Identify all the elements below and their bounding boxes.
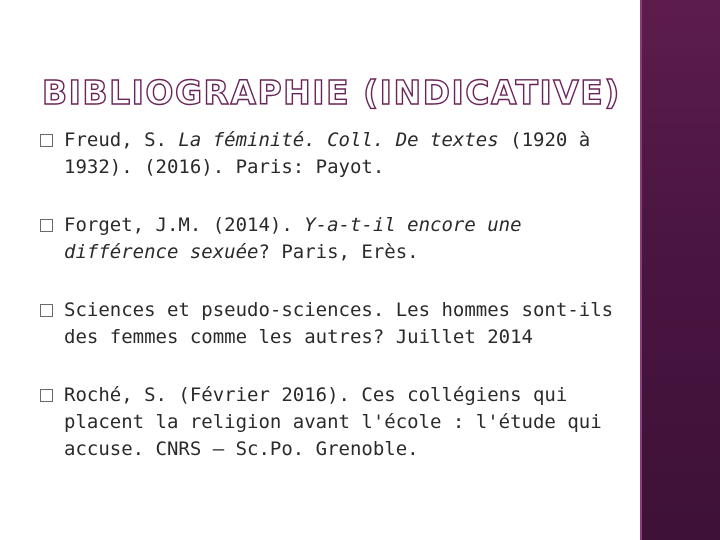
side-accent-band-edge xyxy=(640,0,642,540)
reference-title: Y-a-t-il encore une différence sexuée xyxy=(64,214,522,263)
reference-details: ? Paris, Erès. xyxy=(258,241,419,263)
reference-details: Roché, S. (Février 2016). Ces collégiens qui placent la religion avant l'école : l'étude qui accuse. CNRS – Sc.Po. Grenoble. xyxy=(64,384,602,460)
bibliography-item xyxy=(40,127,630,181)
side-accent-band xyxy=(642,0,720,540)
bibliography-item xyxy=(40,297,630,351)
bibliography-item xyxy=(40,212,630,266)
reference-details: Sciences et pseudo-sciences. Les hommes sont-ils des femmes comme les autres? Juillet 2014 xyxy=(64,299,614,348)
reference-details: (1920 à 1932). (2016). Paris: Payot. xyxy=(64,129,591,178)
square-bullet-icon xyxy=(40,134,53,147)
square-bullet-icon xyxy=(40,219,53,232)
square-bullet-icon xyxy=(40,304,53,317)
slide-title: BIBLIOGRAPHIE (INDICATIVE) xyxy=(42,73,621,112)
bibliography-item xyxy=(40,382,630,463)
bibliography-list xyxy=(40,127,630,494)
reference-author: Forget, J.M. (2014). xyxy=(64,214,305,236)
reference-title: La féminité. Coll. De textes xyxy=(178,129,499,151)
reference-author: Freud, S. xyxy=(64,129,179,151)
square-bullet-icon xyxy=(40,389,53,402)
